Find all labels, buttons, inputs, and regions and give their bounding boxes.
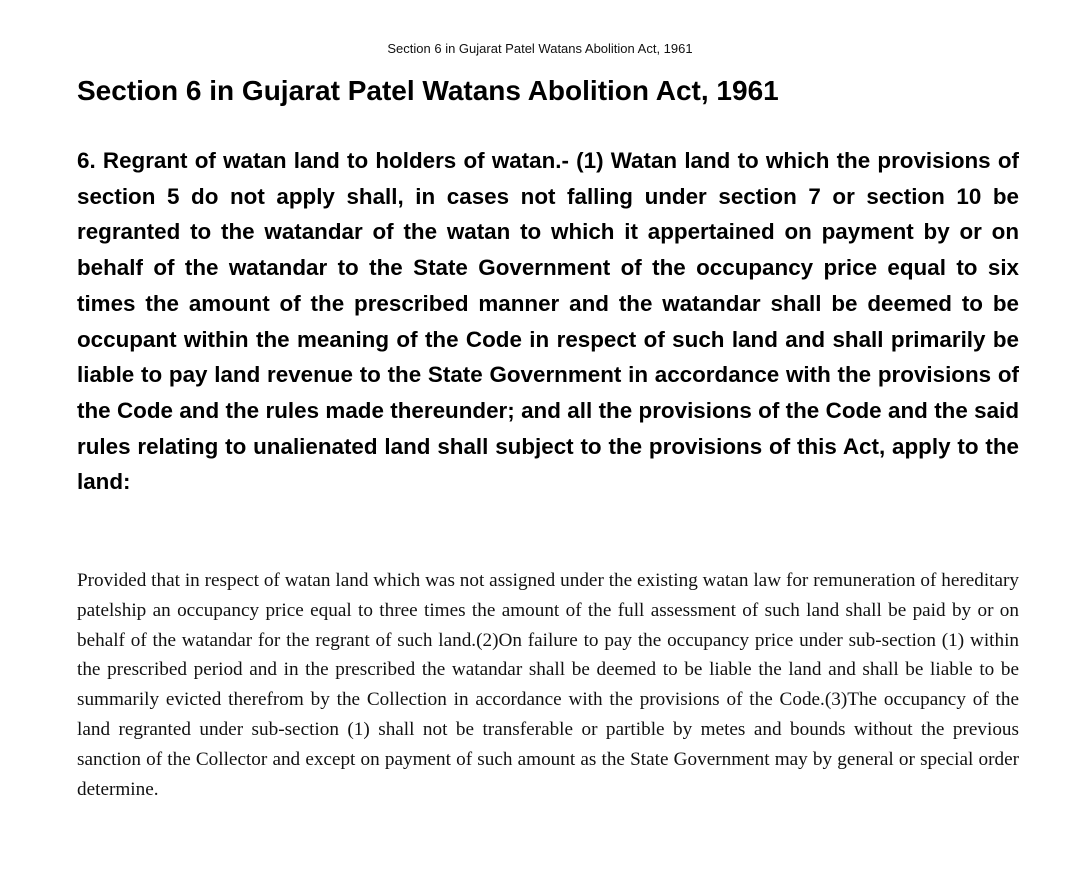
running-header: Section 6 in Gujarat Patel Watans Abolition Act, 1961 (387, 41, 693, 56)
page-title: Section 6 in Gujarat Patel Watans Abolition Act, 1961 (77, 75, 779, 106)
proviso-text: Provided that in respect of watan land which was not assigned under the existing watan law for remuneration of hereditary patelship an occupancy price equal to three times the amount of the full assessment of such land shall be paid by or on behalf of the watandar for the regrant of such land.(2)On failure to pay the occupancy price under sub-section (1) within the prescribed period and in the prescribed the watandar shall be deemed to be liable the land and shall be liable to be summarily evicted therefrom by the Collection in accordance with the provisions of the Code.(3)The occupancy of the land regranted under sub-section (1) shall not be transferable or partible by metes and bounds without the previous sanction of the Collector and except on payment of such amount as the State Government may by general or special order determine. (77, 570, 1019, 800)
section-text: 6. Regrant of watan land to holders of watan.- (1) Watan land to which the provisions of section 5 do not apply shall, in cases not falling under section 7 or section 10 be regranted to the watandar of the watan to which it appertained on payment by or on behalf of the watandar to the State Government of the occupancy price equal to six times the amount of the prescribed manner and the watandar shall be deemed to be occupant within the meaning of the Code in respect of such land and shall primarily be liable to pay land revenue to the State Government in accordance with the provisions of the Code and the rules made thereunder; and all the provisions of the Code and the said rules relating to unalienated land shall subject to the provisions of this Act, apply to the land: (77, 148, 1019, 495)
